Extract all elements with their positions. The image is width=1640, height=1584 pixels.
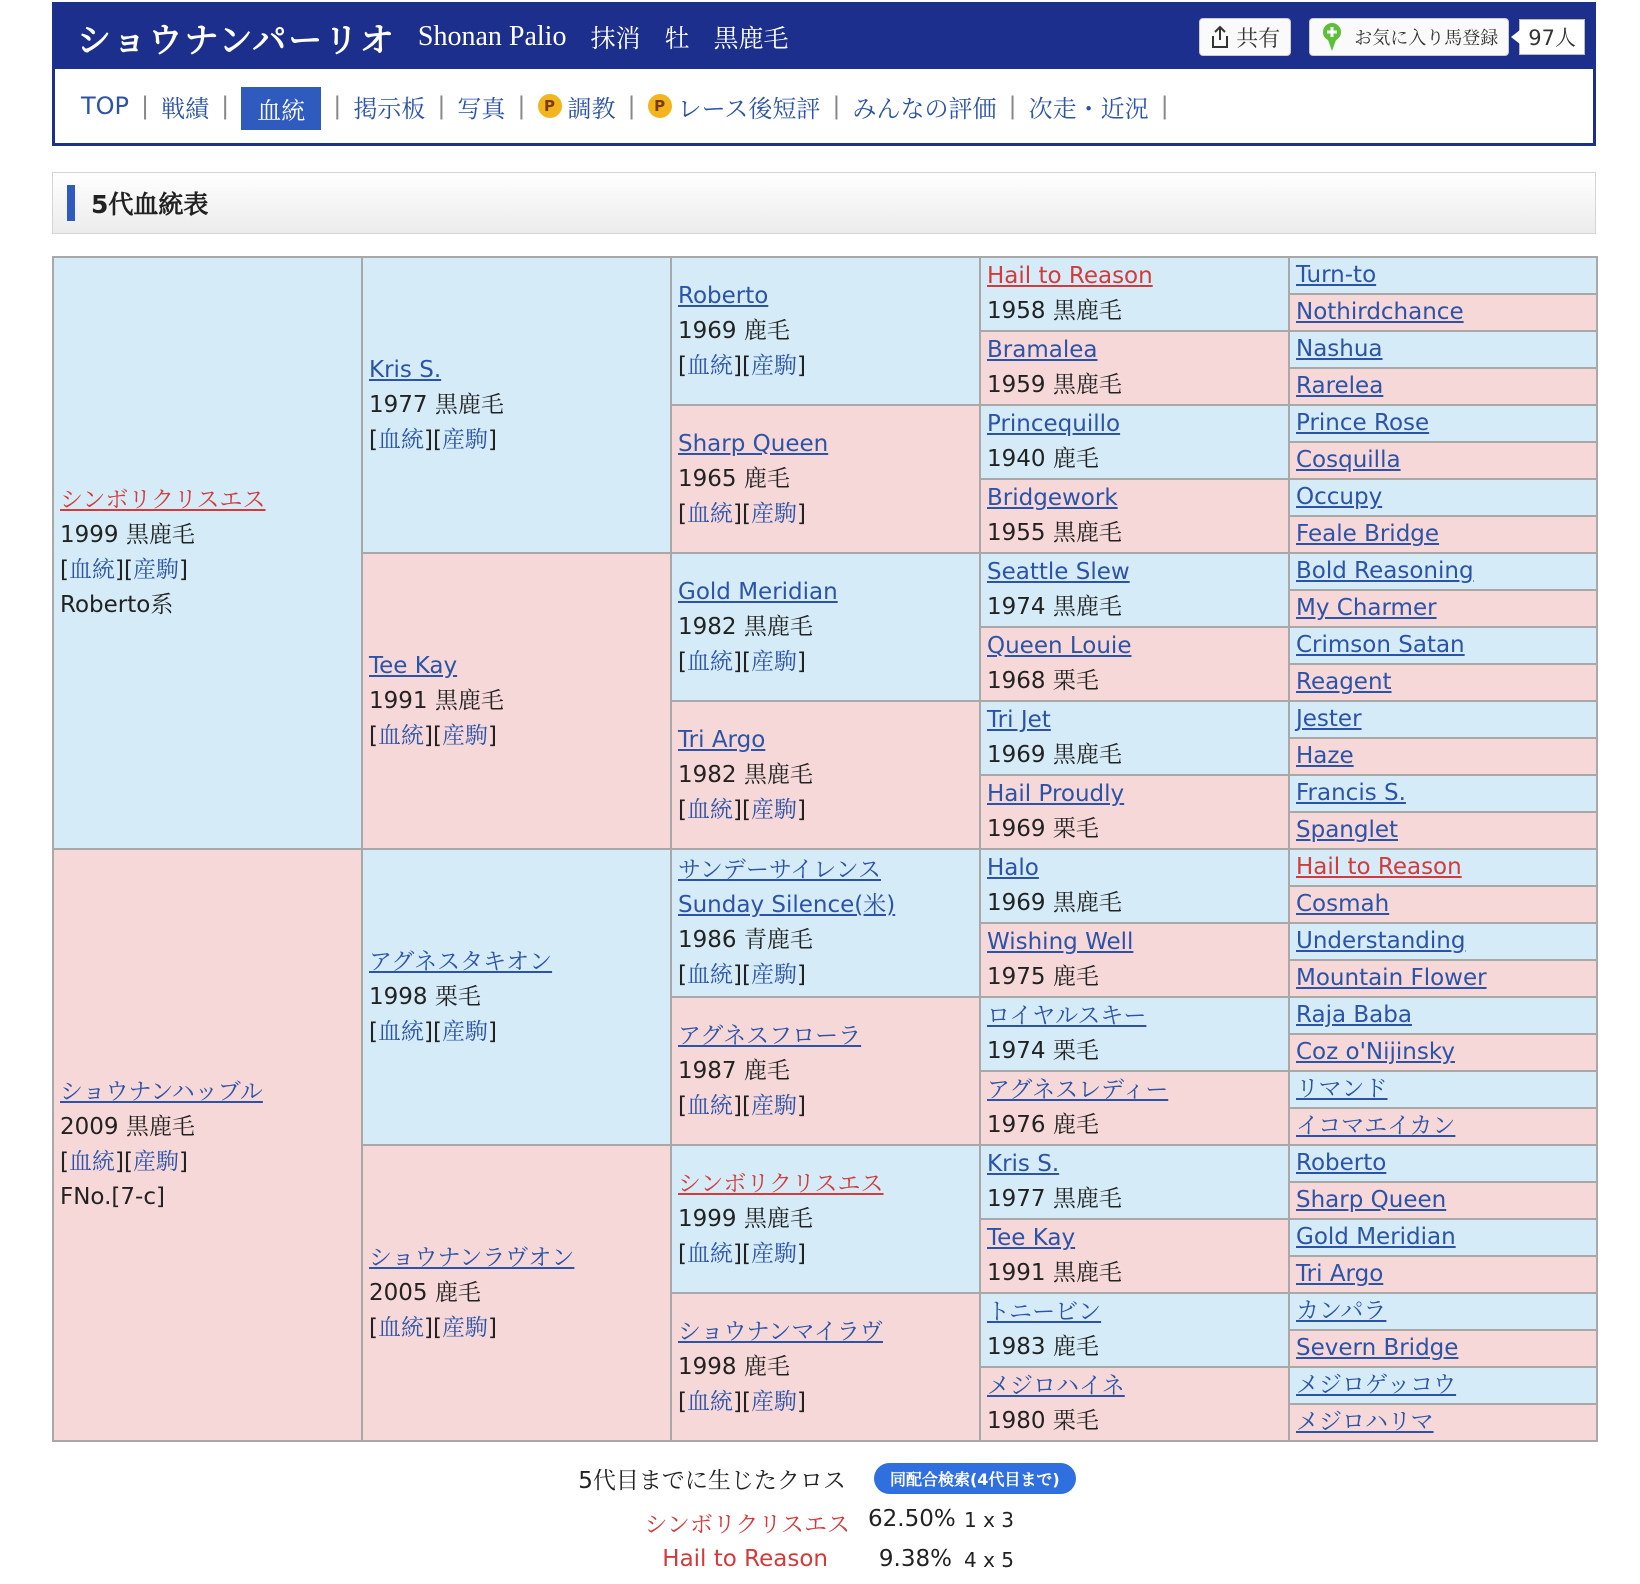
horse-name-link[interactable]: Hail Proudly <box>987 781 1125 807</box>
gen4-cell <box>980 1145 1289 1219</box>
gen5-cell <box>1289 1034 1597 1071</box>
horse-name-link[interactable]: アグネスフローラ <box>678 1022 862 1049</box>
horse-name-link[interactable]: Kris S. <box>987 1151 1060 1177</box>
horse-english-name: Shonan Palio <box>417 21 567 52</box>
lineage-note: Roberto系 <box>60 592 174 618</box>
gen4-cell <box>980 1071 1289 1145</box>
horse-name: ショウナンパーリオ <box>77 20 396 61</box>
gen4-cell <box>980 1293 1289 1367</box>
horse-name-link[interactable]: Tee Kay <box>987 1225 1076 1251</box>
gen2-cell <box>362 1145 671 1441</box>
offspring-link[interactable]: 産駒 <box>750 1388 797 1415</box>
gen5-cell <box>1289 553 1597 590</box>
gen5-cell <box>1289 405 1597 442</box>
nav-separator: | <box>221 92 230 120</box>
pedigree-link[interactable]: 血統 <box>68 1149 115 1175</box>
offspring-link[interactable]: 産駒 <box>132 557 179 583</box>
birth-year-coat: 1969 黒鹿毛 <box>987 890 1122 916</box>
nav-separator: | <box>333 92 342 120</box>
horse-nav <box>55 69 1593 143</box>
gen5-cell <box>1289 516 1597 553</box>
gen5-cell <box>1289 1256 1597 1293</box>
birth-year-coat: 1975 鹿毛 <box>987 964 1099 990</box>
gen4-cell <box>980 923 1289 997</box>
offspring-link[interactable]: 産駒 <box>750 352 797 379</box>
horse-name-link[interactable]: アグネスレディー <box>987 1077 1169 1103</box>
horse-name-link[interactable]: メジロハリマ <box>1296 1409 1434 1435</box>
horse-name-link[interactable]: メジロハイネ <box>987 1373 1125 1399</box>
horse-name-link[interactable]: Hail to Reason <box>987 263 1153 289</box>
nav-separator: | <box>627 92 636 120</box>
gen5-cell <box>1289 1108 1597 1145</box>
gen5-cell <box>1289 479 1597 516</box>
gen5-cell <box>1289 1145 1597 1182</box>
nav-race-review[interactable]: レース後短評 <box>677 94 821 123</box>
header-actions <box>1199 18 1593 56</box>
horse-name-link[interactable]: カンパラ <box>1296 1298 1387 1324</box>
pedigree-links: [血統][産駒] <box>60 557 188 583</box>
share-label: 共有 <box>1236 26 1281 52</box>
pedigree-link[interactable]: 血統 <box>686 1092 733 1119</box>
pedigree-link[interactable]: 血統 <box>68 557 115 583</box>
pedigree-links: [血統][産駒] <box>369 1314 497 1341</box>
nav-next-race[interactable]: 次走・近況 <box>1028 94 1149 123</box>
birth-year-coat: 2005 鹿毛 <box>369 1279 481 1306</box>
horse-name-link[interactable]: Haze <box>1296 743 1354 769</box>
horse-name-link[interactable]: Mountain Flower <box>1296 965 1487 991</box>
gen5-cell <box>1289 849 1597 886</box>
birth-year-coat: 1968 栗毛 <box>987 668 1099 694</box>
horse-name-link[interactable]: Occupy <box>1296 484 1383 510</box>
gen4-cell <box>980 405 1289 479</box>
pedigree-link[interactable]: 血統 <box>377 722 424 749</box>
gen5-cell <box>1289 627 1597 664</box>
birth-year-coat: 1977 黒鹿毛 <box>369 391 504 418</box>
horse-name-link[interactable]: Tri Argo <box>1296 1261 1384 1287</box>
birth-year-coat: 1940 鹿毛 <box>987 446 1099 472</box>
gen5-cell <box>1289 960 1597 997</box>
gen2-cell <box>362 849 671 1145</box>
cross-generation: 1 x 3 <box>964 1508 1014 1532</box>
gen4-cell <box>980 1219 1289 1293</box>
gen5-cell <box>1289 886 1597 923</box>
gen3-cell <box>671 997 980 1145</box>
pedigree-link[interactable]: 血統 <box>686 796 733 823</box>
birth-year-coat: 1958 黒鹿毛 <box>987 298 1122 324</box>
gen5-cell <box>1289 701 1597 738</box>
horse-name-link[interactable]: Bramalea <box>987 337 1098 363</box>
gen4-cell <box>980 701 1289 775</box>
horse-name-link[interactable]: Halo <box>987 855 1039 881</box>
lineage-note: FNo.[7-c] <box>60 1184 165 1210</box>
horse-name-link[interactable]: Gold Meridian <box>1296 1224 1456 1250</box>
gen4-cell <box>980 775 1289 849</box>
horse-name-link[interactable]: Feale Bridge <box>1296 521 1440 547</box>
horse-name-link[interactable]: Turn-to <box>1296 262 1377 288</box>
birth-year-coat: 1999 黒鹿毛 <box>678 1205 813 1232</box>
birth-year-coat: 1998 栗毛 <box>369 983 481 1010</box>
horse-name-link[interactable]: Raja Baba <box>1296 1002 1412 1028</box>
gen2-cell <box>362 257 671 553</box>
offspring-link[interactable]: 産駒 <box>750 796 797 823</box>
birth-year-coat: 1983 鹿毛 <box>987 1334 1099 1360</box>
gen4-cell <box>980 331 1289 405</box>
gen5-cell <box>1289 1219 1597 1256</box>
gen3-cell <box>671 701 980 849</box>
gen5-cell <box>1289 1367 1597 1404</box>
horse-name-link[interactable]: Bold Reasoning <box>1296 558 1474 584</box>
horse-name-link[interactable]: Understanding <box>1296 928 1466 954</box>
title-bar <box>55 5 1593 69</box>
horse-name-link[interactable]: Hail to Reason <box>1296 854 1462 880</box>
gen5-cell <box>1289 294 1597 331</box>
offspring-link[interactable]: 産駒 <box>750 500 797 527</box>
pedigree-links: [血統][産駒] <box>678 648 806 675</box>
pedigree-links: [血統][産駒] <box>678 500 806 527</box>
gen5-cell <box>1289 1330 1597 1367</box>
gen5-cell <box>1289 738 1597 775</box>
pin-icon <box>1320 22 1344 52</box>
gen2-cell <box>362 553 671 849</box>
horse-name-link[interactable]: Crimson Satan <box>1296 632 1465 658</box>
horse-name-link[interactable]: Severn Bridge <box>1296 1335 1459 1361</box>
horse-coat: 黒鹿毛 <box>713 24 789 53</box>
nav-separator: | <box>141 92 150 120</box>
offspring-link[interactable]: 産駒 <box>750 1092 797 1119</box>
horse-name-link[interactable]: Kris S. <box>369 356 442 383</box>
pedigree-link[interactable]: 血統 <box>686 500 733 527</box>
horse-name-link[interactable]: ショウナンラヴオン <box>369 1244 575 1271</box>
nav-photo[interactable]: 写真 <box>457 94 506 123</box>
horse-name-link[interactable]: Roberto <box>1296 1150 1387 1176</box>
pedigree-links: [血統][産駒] <box>678 352 806 379</box>
birth-year-coat: 1982 黒鹿毛 <box>678 761 813 788</box>
pedigree-links: [血統][産駒] <box>678 1240 806 1267</box>
section-marker <box>67 185 75 221</box>
nav-bbs[interactable]: 掲示板 <box>353 94 426 123</box>
pedigree-row <box>53 849 1597 886</box>
horse-name-link[interactable]: Gold Meridian <box>678 578 838 605</box>
nav-results[interactable]: 戦績 <box>161 94 210 123</box>
favorite-label: お気に入り馬登録 <box>1354 28 1499 49</box>
horse-name-link[interactable]: Spanglet <box>1296 817 1399 843</box>
birth-year-coat: 1977 黒鹿毛 <box>987 1186 1122 1212</box>
section-title: 5代血統表 <box>91 190 209 219</box>
horse-name-link[interactable]: メジロゲッコウ <box>1296 1372 1457 1398</box>
gen5-cell <box>1289 664 1597 701</box>
birth-year-coat: 2009 黒鹿毛 <box>60 1114 195 1140</box>
gen5-cell <box>1289 257 1597 294</box>
nav-separator: | <box>1160 92 1169 120</box>
horse-name-link[interactable]: イコマエイカン <box>1296 1113 1456 1139</box>
offspring-link[interactable]: 産駒 <box>441 426 488 453</box>
horse-name-link[interactable]: Francis S. <box>1296 780 1406 806</box>
favorite-button[interactable] <box>1309 18 1509 56</box>
horse-name-link[interactable]: Cosquilla <box>1296 447 1401 473</box>
pedigree-link[interactable]: 血統 <box>377 1018 424 1045</box>
cross-horse-name[interactable]: シンボリクリスエス <box>644 1512 850 1538</box>
horse-name-link[interactable]: アグネスタキオン <box>369 948 553 975</box>
birth-year-coat: 1955 黒鹿毛 <box>987 520 1122 546</box>
horse-sex: 牡 <box>664 24 690 53</box>
horse-header <box>52 2 1596 146</box>
birth-year-coat: 1969 黒鹿毛 <box>987 742 1122 768</box>
horse-name-link[interactable]: Roberto <box>678 282 769 309</box>
nav-top[interactable]: TOP <box>81 92 130 120</box>
gen5-cell <box>1289 331 1597 368</box>
pedigree-links: [血統][産駒] <box>678 1388 806 1415</box>
gen3-cell <box>671 1293 980 1441</box>
horse-name-link[interactable]: リマンド <box>1296 1076 1388 1102</box>
pedigree-link[interactable]: 血統 <box>377 1314 424 1341</box>
horse-name-link[interactable]: Nothirdchance <box>1296 299 1464 325</box>
pedigree-link[interactable]: 血統 <box>686 352 733 379</box>
pedigree-link[interactable]: 血統 <box>686 1240 733 1267</box>
section-header <box>52 172 1596 234</box>
horse-name-link[interactable]: トニービン <box>987 1299 1102 1325</box>
premium-icon: P <box>648 94 672 118</box>
horse-name-link[interactable]: Rarelea <box>1296 373 1384 399</box>
gen3-cell <box>671 849 980 997</box>
cross-percent: 9.38% <box>878 1546 952 1572</box>
share-icon <box>1210 25 1230 49</box>
gen4-cell <box>980 479 1289 553</box>
gen5-cell <box>1289 923 1597 960</box>
gen4-cell <box>980 1367 1289 1441</box>
nav-user-rating[interactable]: みんなの評価 <box>852 94 997 123</box>
horse-name-link[interactable]: サンデーサイレンス <box>678 857 881 883</box>
nav-training[interactable]: 調教 <box>567 94 616 123</box>
offspring-link[interactable]: 産駒 <box>132 1149 179 1175</box>
pedigree-link[interactable]: 血統 <box>377 426 424 453</box>
gen5-cell <box>1289 997 1597 1034</box>
birth-year-coat: 1974 栗毛 <box>987 1038 1099 1064</box>
offspring-link[interactable]: 産駒 <box>750 648 797 675</box>
horse-name-link[interactable]: Nashua <box>1296 336 1383 362</box>
pedigree-links: [血統][産駒] <box>678 1092 806 1119</box>
gen5-cell <box>1289 775 1597 812</box>
offspring-link[interactable]: 産駒 <box>750 1240 797 1267</box>
gen3-cell <box>671 405 980 553</box>
gen4-cell <box>980 627 1289 701</box>
birth-year-coat: 1980 栗毛 <box>987 1408 1099 1434</box>
nav-separator: | <box>832 92 841 120</box>
horse-name-link[interactable]: Coz o'Nijinsky <box>1296 1039 1455 1065</box>
horse-name-link[interactable]: Sharp Queen <box>678 430 829 457</box>
horse-name-link[interactable]: Cosmah <box>1296 891 1390 917</box>
horse-name-link[interactable]: Seattle Slew <box>987 559 1130 585</box>
horse-name-link[interactable]: Tri Jet <box>987 707 1051 733</box>
gen4-cell <box>980 257 1289 331</box>
gen3-cell <box>671 553 980 701</box>
pedigree-link[interactable]: 血統 <box>686 1388 733 1415</box>
gen5-cell <box>1289 1182 1597 1219</box>
horse-name-link[interactable]: Jester <box>1296 706 1362 732</box>
birth-year-coat: 1987 鹿毛 <box>678 1057 790 1084</box>
pedigree-links: [血統][産駒] <box>369 722 497 749</box>
gen4-cell <box>980 553 1289 627</box>
pedigree-row <box>53 257 1597 294</box>
pedigree-link[interactable]: 血統 <box>686 962 733 988</box>
gen3-cell <box>671 257 980 405</box>
pedigree-links: [血統][産駒] <box>369 426 497 453</box>
horse-name-link[interactable]: Princequillo <box>987 411 1121 437</box>
horse-name-link[interactable]: My Charmer <box>1296 595 1437 621</box>
horse-name-link[interactable]: Reagent <box>1296 669 1392 695</box>
offspring-link[interactable]: 産駒 <box>441 1314 488 1341</box>
share-button[interactable] <box>1199 18 1291 56</box>
birth-year-coat: 1986 青鹿毛 <box>678 927 813 953</box>
pedigree-table <box>52 256 1598 1442</box>
cross-percent: 62.50% <box>868 1506 956 1532</box>
gen5-cell <box>1289 368 1597 405</box>
gen5-cell <box>1289 442 1597 479</box>
birth-year-coat: 1969 栗毛 <box>987 816 1099 842</box>
offspring-link[interactable]: 産駒 <box>441 722 488 749</box>
gen4-cell <box>980 997 1289 1071</box>
birth-year-coat: 1974 黒鹿毛 <box>987 594 1122 620</box>
nav-separator: | <box>437 92 446 120</box>
nav-separator: | <box>1008 92 1017 120</box>
birth-year-coat: 1976 鹿毛 <box>987 1112 1099 1138</box>
sire-cell <box>53 257 362 849</box>
offspring-link[interactable]: 産駒 <box>750 962 797 988</box>
horse-alt-name-link[interactable]: Sunday Silence(米) <box>678 892 896 918</box>
horse-name-link[interactable]: Bridgework <box>987 485 1118 511</box>
pedigree-links: [血統][産駒] <box>678 796 806 823</box>
birth-year-coat: 1991 黒鹿毛 <box>987 1260 1122 1286</box>
horse-name-link[interactable]: Tri Argo <box>678 726 766 753</box>
gen5-cell <box>1289 812 1597 849</box>
horse-status: 抹消 <box>590 24 641 53</box>
birth-year-coat: 1991 黒鹿毛 <box>369 687 504 714</box>
gen5-cell <box>1289 1404 1597 1441</box>
horse-name-link[interactable]: Queen Louie <box>987 633 1132 659</box>
nav-separator: | <box>517 92 526 120</box>
horse-name-link[interactable]: Tee Kay <box>369 652 458 679</box>
horse-name-link[interactable]: Sharp Queen <box>1296 1187 1447 1213</box>
pedigree-links: [血統][産駒] <box>369 1018 497 1045</box>
birth-year-coat: 1999 黒鹿毛 <box>60 522 195 548</box>
offspring-link[interactable]: 産駒 <box>441 1018 488 1045</box>
horse-name-link[interactable]: Wishing Well <box>987 929 1134 955</box>
gen4-cell <box>980 849 1289 923</box>
horse-name-link[interactable]: シンボリクリスエス <box>678 1170 884 1197</box>
horse-name-link[interactable]: ロイヤルスキー <box>987 1003 1147 1029</box>
gen5-cell <box>1289 590 1597 627</box>
birth-year-coat: 1998 鹿毛 <box>678 1353 790 1380</box>
cross-header <box>0 1462 1640 1495</box>
favorite-count: 97人 <box>1519 19 1585 55</box>
horse-name-link[interactable]: ショウナンハッブル <box>60 1079 263 1105</box>
pedigree-link[interactable]: 血統 <box>686 648 733 675</box>
dam-cell <box>53 849 362 1441</box>
premium-icon: P <box>538 94 562 118</box>
gen5-cell <box>1289 1071 1597 1108</box>
cross-horse-name[interactable]: Hail to Reason <box>662 1546 828 1572</box>
pedigree-links: [血統][産駒] <box>678 962 806 988</box>
gen5-cell <box>1289 1293 1597 1330</box>
birth-year-coat: 1982 黒鹿毛 <box>678 613 813 640</box>
cross-generation: 4 x 5 <box>964 1548 1014 1572</box>
birth-year-coat: 1959 黒鹿毛 <box>987 372 1122 398</box>
birth-year-coat: 1969 鹿毛 <box>678 317 790 344</box>
horse-name-link[interactable]: シンボリクリスエス <box>60 487 266 513</box>
pedigree-links: [血統][産駒] <box>60 1149 188 1175</box>
horse-name-link[interactable]: Prince Rose <box>1296 410 1430 436</box>
birth-year-coat: 1965 鹿毛 <box>678 465 790 492</box>
horse-name-link[interactable]: ショウナンマイラヴ <box>678 1318 883 1345</box>
nav-pedigree[interactable]: 血統 <box>241 87 321 130</box>
gen3-cell <box>671 1145 980 1293</box>
same-mating-search-button[interactable]: 同配合検索(4代目まで) <box>874 1463 1076 1494</box>
cross-title: 5代目までに生じたクロス <box>578 1468 846 1494</box>
